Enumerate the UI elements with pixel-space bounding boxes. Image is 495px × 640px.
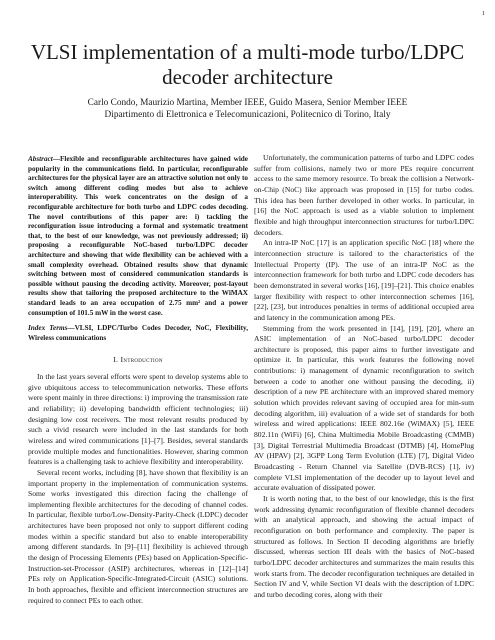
affiliation: Dipartimento di Elettronica e Telecomunicazioni, Politecnico di Torino, Italy [104, 110, 391, 120]
index-terms [28, 324, 248, 343]
abstract-label: Abstract [28, 155, 53, 163]
index-terms-text: —VLSI, LDPC/Turbo Codes Decoder, NoC, Flexibility, Wireless communications [28, 324, 249, 342]
body-paragraph: An intra-IP NoC [17] is an application specific NoC [18] where the interconnection structure is tailored to the characteristics of the Intellectual Property (IP). The use of an intra-IP NoC as the interconnection framework for both turbo and LDPC code decoders has been demonstrated in several works [16], [19]–[21]. This choice enables larger flexibility with respect to other interconnection schemes [16], [22], [23], but introduces penalties in terms of additional occupied area and latency in the communication among PEs. [254, 238, 474, 322]
section-heading-introduction: I. Introduction [113, 355, 163, 365]
body-paragraph: Several recent works, including [8], have shown that flexibility is an important property in the implementation of communication systems. Some works investigated this direction facing the challenge of implementing flexible architectures for the decoding of channel codes. In particular, flexible turbo/Low-Density-Parity-Check (LDPC) decoder architectures have been proposed not only to support different coding modes within a specific standard but also to enable interoperability among different standards. In [9]–[11] flexibility is achieved through the design of Processing Elements (PEs) based on Application-Specific-Instruction-set-Processor (ASIP) architectures, whereas in [12]–[14] PEs rely on Application-Specific-Integrated-Circuit (ASIC) solutions. In both approaches, flexible and efficient interconnection structures are required to connect PEs to each other. [28, 467, 248, 605]
left-column [28, 155, 248, 606]
body-paragraph: It is worth noting that, to the best of our knowledge, this is the first work addressing dynamic reconfiguration of flexible channel decoders with an analytical approach, and showing the actual impact of reconfiguration on both performance and complexity. The paper is structured as follows. In Section II decoding algorithms are briefly discussed, whereas section III deals with the basics of NoC-based turbo/LDPC decoder architectures and summarizes the main results this work starts from. The decoder reconfiguration techniques are detailed in Section IV and V, while Section VI deals with the description of LDPC and turbo decoding cores, along with their [254, 494, 474, 599]
right-column [254, 153, 474, 601]
author-list: Carlo Condo, Maurizio Martina, Member IEEE, Guido Masera, Senior Member IEEE [87, 98, 408, 108]
body-paragraph: Stemming from the work presented in [14], [19], [20], where an ASIC implementation of an NoC-based turbo/LDPC decoder architecture is proposed, this paper aims to further investigate and optimize it. In particular, this work features the following novel contributions: i) management of dynamic reconfiguration to switch between a code to another one without pausing the decoding, ii) description of a new PE architecture with an improved shared memory solution which provides relevant saving of occupied area for min-sum decoding algorithm, iii) evaluation of a wide set of standards for both wireless and wired applications: IEEE 802.16e (WiMAX) [5], IEEE 802.11n (WiFi) [6], China Multimedia Mobile Broadcasting (CMMB) [3], Digital Terrestrial Multimedia Broadcast (DTMB) [4], HomePlug AV (HPAV) [2], 3GPP Long Term Evolution (LTE) [7], Digital Video Broadcasting - Return Channel via Satellite (DVB-RCS) [1], iv) complete VLSI implementation of the decoder up to layout level and accurate evaluation of dissipated power. [254, 323, 474, 493]
abstract [28, 155, 248, 318]
paper-title: VLSI implementation of a multi-mode turbo/LDPC decoder architecture [30, 40, 465, 89]
index-terms-label: Index Terms [28, 324, 68, 333]
page-number: 1 [482, 11, 485, 17]
body-paragraph: Unfortunately, the communication patterns of turbo and LDPC codes suffer from collisions, namely two or more PEs require concurrent access to the same memory resource. To break the collision a Network-on-Chip (NoC) like approach was proposed in [15] for turbo codes. This idea has been further developed in other works. In particular, in [16] the NoC approach is used as a viable solution to implement flexible and high throughput interconnection structures for turbo/LDPC decoders. [254, 153, 474, 237]
body-paragraph: In the last years several efforts were spent to develop systems able to give ubiquitous access to telecommunication networks. These efforts were spent mainly in three directions: i) improving the transmission rate and reliability; ii) developing bandwidth efficient technologies; iii) designing low cost receivers. The most relevant results produced by such a vivid research were included in the last standards for both wireless and wired communications [1]–[7]. Besides, several standards provide multiple modes and functionalities. However, sharing common features is a challenging task to achieve flexibility and interoperability. [28, 371, 248, 467]
abstract-text: —Flexible and reconfigurable architectures have gained wide popularity in the communications field. In particular, reconfigurable architectures for the physical layer are an attractive solution not only to switch among different coding modes but also to achieve interoperability. This work concentrates on the design of a reconfigurable architecture for both turbo and LDPC codes decoding. The novel contributions of this paper are: i) tackling the reconfiguration issue introducing a formal and systematic treatment that, to the best of our knowledge, was not previously addressed; ii) proposing a reconfigurable NoC-based turbo/LDPC decoder architecture and showing that wide flexibility can be achieved with a small complexity overhead. Obtained results show that dynamic switching between most of considered communication standards is possible without pausing the decoding activity. Moreover, post-layout results show that tailoring the proposed architecture to the WiMAX standard leads to an area occupation of 2.75 mm² and a power consumption of 101.5 mW in the worst case. [28, 155, 248, 317]
author-block [20, 97, 475, 121]
